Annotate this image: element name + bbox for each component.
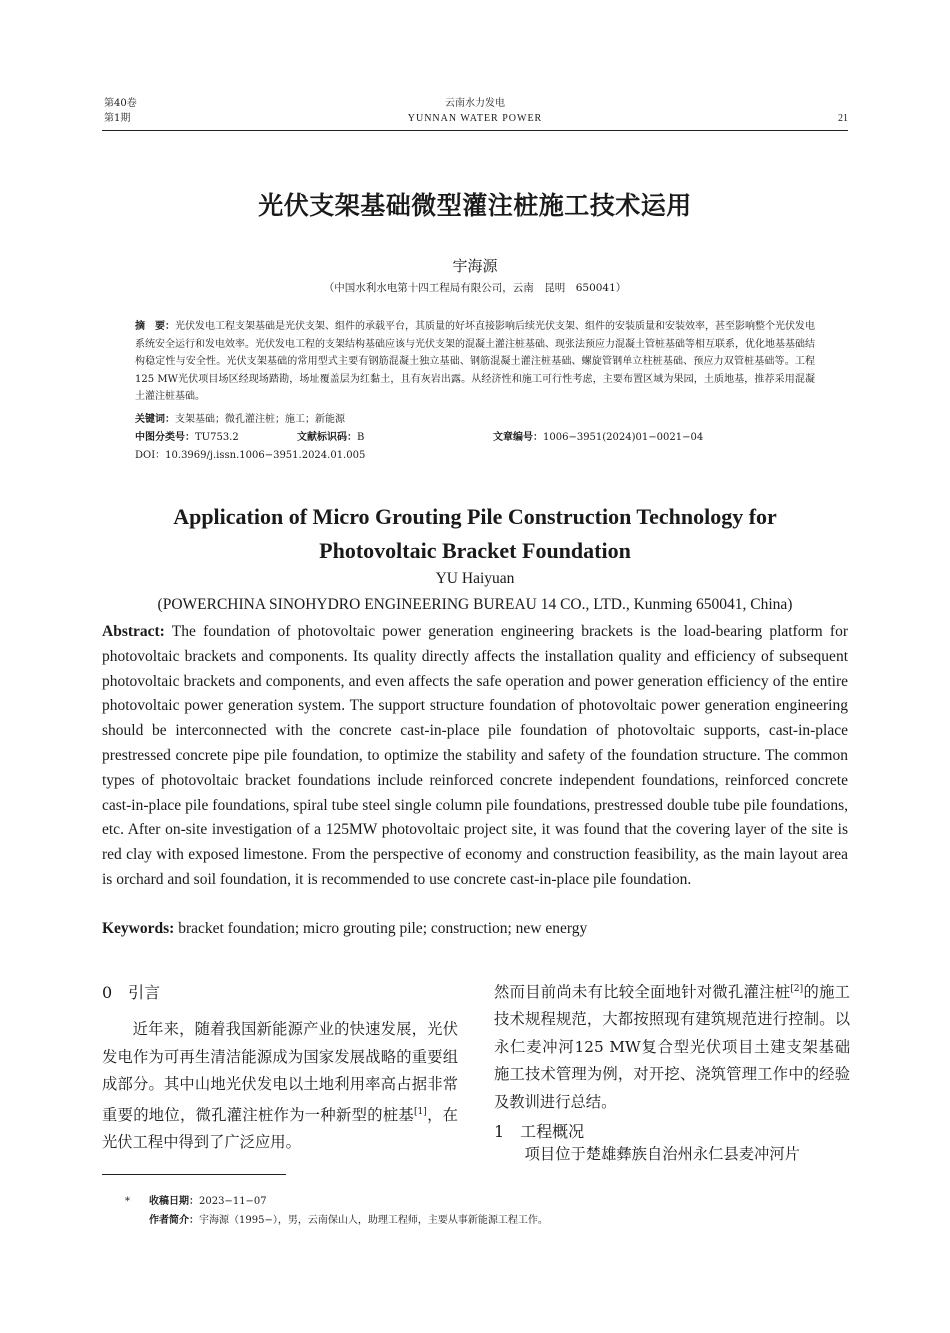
received-label: 收稿日期： bbox=[149, 1196, 199, 1207]
clc-label: 中图分类号： bbox=[135, 432, 195, 443]
paper-title-en-line1: Application of Micro Grouting Pile Construction Technology for bbox=[173, 504, 777, 529]
body-column-right bbox=[494, 976, 850, 1169]
section-1-paragraph-1: 项目位于楚雄彝族自治州永仁县麦冲河片 bbox=[524, 1145, 800, 1164]
section-0-paragraph-1 bbox=[102, 1016, 458, 1156]
abstract-zh bbox=[135, 318, 815, 406]
abstract-en-text: The foundation of photovoltaic power generation engineering brackets is the load-bearing platform for photovoltaic brackets and components. Its quality directly affects the installation quality and efficiency of subsequent photovoltaic brackets and components, and even affects the safe operation and power generation efficiency of the entire photovoltaic power generation system. The support structure foundation of photovoltaic power generation engineering should be interconnected with the concrete cast-in-place pile foundation of photovoltaic supports, cast-in-place prestressed concrete pipe pile foundation, to optimize the stability and safety of the foundation structure. The common types of photovoltaic bracket foundations include reinforced concrete independent foundations, reinforced concrete cast-in-place pile foundations, spiral tube steel single column pile foundations, prestressed double tube pile foundations, etc. After on-site investigation of a 125MW photovoltaic project site, it was found that the covering layer of the site is red clay with exposed limestone. From the perspective of economy and construction feasibility, as the main layout area is orchard and soil foundation, it is recommended to use concrete cast-in-place pile foundation. bbox=[102, 623, 848, 888]
paper-title-en-line2: Photovoltaic Bracket Foundation bbox=[319, 538, 631, 563]
keywords-zh-text: 支架基础；微孔灌注桩；施工；新能源 bbox=[175, 414, 345, 425]
page-number: 21 bbox=[838, 113, 848, 124]
running-header-left bbox=[104, 97, 137, 125]
abstract-en bbox=[102, 620, 848, 893]
doi: DOI：10.3969/j.issn.1006−3951.2024.01.005 bbox=[135, 450, 366, 461]
paper-title-en bbox=[0, 500, 950, 568]
footnote-received bbox=[125, 1194, 267, 1210]
keywords-zh-label: 关键词： bbox=[135, 414, 175, 425]
section-0-paragraph-2-text-b: 的施工技术规程规范，大都按照现有建筑规范进行控制。以永仁麦冲河125 MW复合型光伏项目土建支架基础施工技术管理为例，对开挖、浇筑管理工作中的经验及教训进行总结。 bbox=[494, 983, 850, 1111]
keywords-zh bbox=[135, 411, 815, 429]
issue-label: 第1期 bbox=[104, 113, 131, 124]
affiliation-en: (POWERCHINA SINOHYDRO ENGINEERING BUREAU 14 CO., LTD., Kunming 650041, China) bbox=[157, 596, 793, 613]
doc-code-value: B bbox=[357, 432, 365, 443]
article-no-value: 1006−3951(2024)01−0021−04 bbox=[543, 432, 704, 443]
received-date: 2023−11−07 bbox=[199, 1196, 267, 1207]
footnote-rule bbox=[102, 1174, 286, 1175]
citation-2[interactable]: [2] bbox=[790, 984, 804, 994]
section-0-paragraph-1-text-b: ，在光伏工程中得到了广泛应用。 bbox=[102, 1105, 458, 1152]
journal-name-en: YUNNAN WATER POWER bbox=[407, 113, 543, 124]
affiliation-zh: （中国水利水电第十四工程局有限公司，云南 昆明 650041） bbox=[323, 282, 627, 294]
paper-title-zh: 光伏支架基础微型灌注桩施工技术运用 bbox=[258, 191, 692, 220]
section-0-heading: 0 引言 bbox=[102, 983, 161, 1002]
keywords-en bbox=[102, 917, 848, 942]
volume-label: 第40卷 bbox=[104, 98, 137, 109]
author-zh: 宇海源 bbox=[452, 257, 498, 275]
keywords-en-label: Keywords: bbox=[102, 920, 175, 937]
section-1-heading: 1 工程概况 bbox=[494, 1122, 585, 1142]
classification-line bbox=[135, 429, 815, 447]
bio-label: 作者简介： bbox=[149, 1215, 199, 1226]
article-no-label: 文章编号： bbox=[493, 432, 543, 443]
header-rule bbox=[102, 130, 848, 131]
author-en: YU Haiyuan bbox=[435, 570, 515, 587]
footnote-marker: * bbox=[125, 1196, 130, 1207]
running-header-center bbox=[300, 97, 650, 125]
section-0-paragraph-2 bbox=[494, 976, 850, 1116]
body-column-left bbox=[102, 979, 458, 1156]
abstract-en-label: Abstract: bbox=[102, 623, 165, 640]
doc-code-label: 文献标识码： bbox=[297, 432, 357, 443]
citation-1[interactable]: [1] bbox=[414, 1106, 427, 1117]
abstract-zh-text: 光伏发电工程支架基础是光伏支架、组件的承载平台，其质量的好坏直接影响后续光伏支架、组件的安装质量和安装效率，甚至影响整个光伏发电系统安全运行和发电效率。光伏发电工程的支架结构基础应该与光伏支架的混凝土灌注桩基础、现张法预应力混凝土管桩基础等相互联系，优化地基基础结构稳定性与安全性。光伏支架基础的常用型式主要有钢筋混凝土独立基础、钢筋混凝土灌注桩基础、螺旋管钢单立柱桩基础、预应力双管桩基础等。工程125 MW光伏项目场区经现场踏勘，场址覆盖层为红黏土，且有灰岩出露。从经济性和施工可行性考虑，主要布置区域为果园，土质地基，推荐采用混凝土灌注桩基础。 bbox=[135, 321, 815, 403]
keywords-en-text: bracket foundation; micro grouting pile; construction; new energy bbox=[178, 920, 588, 937]
abstract-zh-label: 摘 要： bbox=[135, 321, 175, 332]
section-0-paragraph-2-text-a: 然而目前尚未有比较全面地针对微孔灌注桩 bbox=[494, 983, 791, 1001]
bio-text: 宇海源（1995−），男，云南保山人，助理工程师，主要从事新能源工程工作。 bbox=[199, 1215, 548, 1226]
footnote-author-bio bbox=[149, 1213, 548, 1229]
journal-name-zh: 云南水力发电 bbox=[445, 98, 505, 109]
section-0-paragraph-1-text-a: 近年来，随着我国新能源产业的快速发展，光伏发电作为可再生清洁能源成为国家发展战略的重要组成部分。其中山地光伏发电以土地利用率高占据非常重要的地位，微孔灌注桩作为一种新型的桩基 bbox=[102, 1020, 458, 1124]
clc-value: TU753.2 bbox=[195, 432, 239, 443]
